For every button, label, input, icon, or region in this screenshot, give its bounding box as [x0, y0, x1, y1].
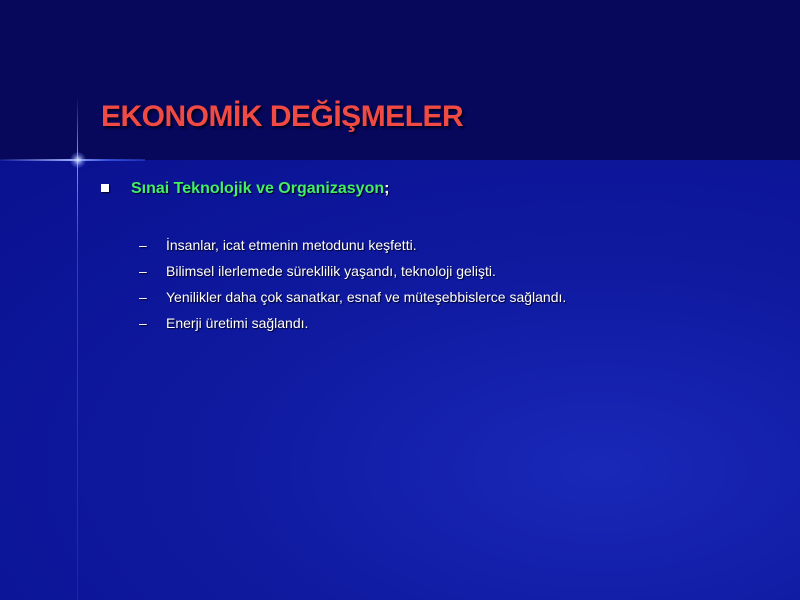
- main-bullet: [101, 180, 389, 198]
- dash-bullet-icon: –: [139, 315, 147, 331]
- sub-bullet-item: [139, 289, 566, 315]
- sub-bullet-text: İnsanlar, icat etmenin metodunu keşfetti.: [166, 237, 417, 253]
- dash-bullet-icon: –: [139, 263, 147, 279]
- sub-bullet-item: [139, 263, 566, 289]
- slide-title: EKONOMİK DEĞİŞMELER: [101, 100, 464, 133]
- sub-bullet-text: Yenilikler daha çok sanatkar, esnaf ve müteşebbislerce sağlandı.: [166, 289, 567, 305]
- sub-bullet-text: Enerji üretimi sağlandı.: [166, 315, 309, 331]
- square-bullet-icon: [101, 184, 109, 192]
- sub-bullet-list: [139, 237, 566, 341]
- sub-bullet-text: Bilimsel ilerlemede süreklilik yaşandı, teknoloji gelişti.: [166, 263, 496, 279]
- body-panel: [0, 160, 800, 600]
- sub-bullet-item: [139, 315, 566, 341]
- vertical-accent-line: [77, 96, 78, 600]
- dash-bullet-icon: –: [139, 289, 147, 305]
- dash-bullet-icon: –: [139, 237, 147, 253]
- accent-glow: [70, 152, 86, 168]
- header-band: [0, 0, 800, 160]
- main-bullet-text: Sınai Teknolojik ve Organizasyon: [131, 180, 385, 197]
- sub-bullet-item: [139, 237, 566, 263]
- main-bullet-suffix: ;: [384, 180, 390, 197]
